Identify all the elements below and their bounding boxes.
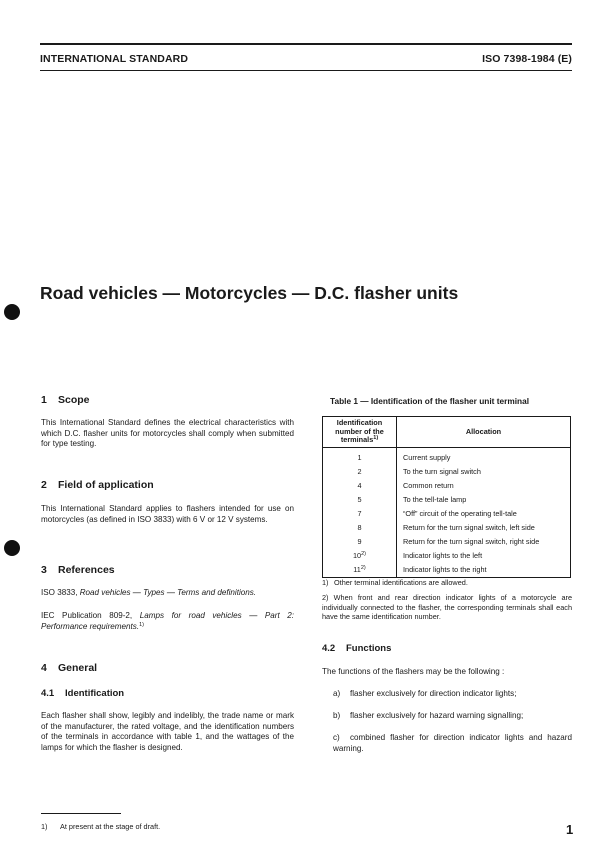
section-title: Field of application xyxy=(58,479,154,491)
table-row xyxy=(323,534,571,548)
terminal-number-cell xyxy=(323,478,397,492)
table-row xyxy=(323,448,571,465)
terminal-number-cell xyxy=(323,506,397,520)
terminal-number-cell xyxy=(323,520,397,534)
subsection-title: Identification xyxy=(65,688,125,699)
terminal-number-cell xyxy=(323,548,397,562)
subsection-heading-functions xyxy=(322,643,391,654)
header-allocation: Allocation xyxy=(397,417,571,448)
note-label: 1) xyxy=(322,578,329,587)
reference-title: Road vehicles — Types — Terms and definitions. xyxy=(79,588,257,597)
allocation-cell: Indicator lights to the left xyxy=(397,548,571,562)
header-text: Identification number of the terminals xyxy=(335,418,384,445)
table-note-1 xyxy=(322,578,572,588)
terminal-number: 4 xyxy=(357,480,362,490)
terminal-number: 2 xyxy=(357,466,362,476)
terminal-identification-table xyxy=(322,416,571,578)
punch-hole-mark xyxy=(4,304,20,320)
function-item-c xyxy=(333,733,572,754)
note-label: 2) xyxy=(322,593,329,602)
list-label: c) xyxy=(333,733,340,742)
subsection-title: Functions xyxy=(346,643,392,654)
table-row xyxy=(323,492,571,506)
table-row xyxy=(323,478,571,492)
function-item-a xyxy=(333,689,572,700)
allocation-cell: Indicator lights to the right xyxy=(397,562,571,578)
allocation-cell: To the tell-tale lamp xyxy=(397,492,571,506)
section-heading-general xyxy=(41,662,97,674)
section-title: References xyxy=(58,564,115,576)
section-title: Scope xyxy=(58,394,90,406)
header-terminal-number xyxy=(323,417,397,448)
table-row xyxy=(323,464,571,478)
allocation-cell: Return for the turn signal switch, left side xyxy=(397,520,571,534)
list-label: a) xyxy=(333,689,341,698)
section-number: 1 xyxy=(41,394,47,406)
reference-iec-809-2 xyxy=(41,611,294,632)
terminal-number-cell xyxy=(323,464,397,478)
list-label: b) xyxy=(333,711,341,720)
terminal-number-cell xyxy=(323,534,397,548)
table-header-row xyxy=(323,417,571,448)
punch-hole-mark xyxy=(4,540,20,556)
reference-iso-3833 xyxy=(41,588,294,599)
section-number: 4 xyxy=(41,662,47,674)
section-title: General xyxy=(58,662,98,674)
list-text: flasher exclusively for hazard warning signalling; xyxy=(350,711,524,720)
note-text: Other terminal identifications are allowed. xyxy=(334,578,468,587)
section-number: 3 xyxy=(41,564,47,576)
terminal-number: 10 xyxy=(352,550,362,560)
footnote-label: 1) xyxy=(41,822,48,831)
terminal-number: 5 xyxy=(357,494,362,504)
terminal-number: 11 xyxy=(353,564,361,574)
header-bottom-rule xyxy=(40,70,572,71)
terminal-number-cell xyxy=(323,492,397,506)
terminal-number: 7 xyxy=(357,508,362,518)
table-caption: Table 1 — Identification of the flasher unit terminal xyxy=(330,396,529,406)
field-paragraph: This International Standard applies to flashers intended for use on motorcycles (as defined in ISO 3833) with 6 V or 12 V systems. xyxy=(41,504,294,524)
footnote-marker: 2) xyxy=(361,550,366,557)
list-text: combined flasher for direction indicator lights and hazard warning. xyxy=(333,733,572,753)
allocation-cell: Return for the turn signal switch, right side xyxy=(397,534,571,548)
footnote-marker: 1) xyxy=(373,435,379,442)
allocation-cell: Current supply xyxy=(397,448,571,465)
reference-code: IEC Publication 809-2, xyxy=(41,611,133,620)
note-text: When front and rear direction indicator lights of a motorcycle are individually connected to the flasher, the corresponding terminals shall each have the same identification number. xyxy=(322,593,572,622)
functions-intro: The functions of the flashers may be the following : xyxy=(322,667,505,676)
section-heading-references xyxy=(41,564,115,576)
header-left-title: INTERNATIONAL STANDARD xyxy=(40,53,189,65)
footnote-separator xyxy=(41,813,121,814)
subsection-number: 4.2 xyxy=(322,643,336,654)
list-text: flasher exclusively for direction indicator lights; xyxy=(350,689,517,698)
header-top-rule xyxy=(40,43,572,45)
table-body xyxy=(323,448,571,578)
terminal-number-cell xyxy=(323,448,397,465)
footnote-text: At present at the stage of draft. xyxy=(60,822,161,831)
function-item-b xyxy=(333,711,572,722)
reference-code: ISO 3833, xyxy=(41,588,78,597)
section-number: 2 xyxy=(41,479,47,491)
page-number: 1 xyxy=(566,822,574,837)
table-note-2 xyxy=(322,593,572,622)
header-standard-number: ISO 7398-1984 (E) xyxy=(482,53,572,65)
section-heading-field xyxy=(41,479,154,491)
subsection-number: 4.1 xyxy=(41,688,55,699)
footnote xyxy=(41,822,160,832)
table-row xyxy=(323,562,571,578)
table-row xyxy=(323,548,571,562)
terminal-number: 8 xyxy=(357,522,362,532)
section-heading-scope xyxy=(41,394,90,406)
scope-paragraph: This International Standard defines the electrical characteristics with which D.C. flasher units for motorcycles shall comply when submitted for type testing. xyxy=(41,418,294,449)
table-row xyxy=(323,506,571,520)
terminal-number-cell xyxy=(323,562,397,578)
subsection-heading-identification xyxy=(41,688,124,699)
allocation-cell: To the turn signal switch xyxy=(397,464,571,478)
allocation-cell: “Off” circuit of the operating tell-tale xyxy=(397,506,571,520)
terminal-number: 9 xyxy=(357,536,362,546)
terminal-number: 1 xyxy=(357,452,362,462)
footnote-marker: 2) xyxy=(360,564,366,571)
reference-title: Lamps for road vehicles — Part 2: Performance requirements. xyxy=(41,611,295,631)
footnote-marker: 1) xyxy=(139,621,144,628)
identification-paragraph: Each flasher shall show, legibly and indelibly, the trade name or mark of the manufacturer, the rated voltage, and the identification numbers of the terminals in accordance with table 1, and the wattages of the lamps for which the flasher is designed. xyxy=(41,711,294,752)
allocation-cell: Common return xyxy=(397,478,571,492)
table-row xyxy=(323,520,571,534)
document-title: Road vehicles — Motorcycles — D.C. flasher units xyxy=(40,283,459,303)
